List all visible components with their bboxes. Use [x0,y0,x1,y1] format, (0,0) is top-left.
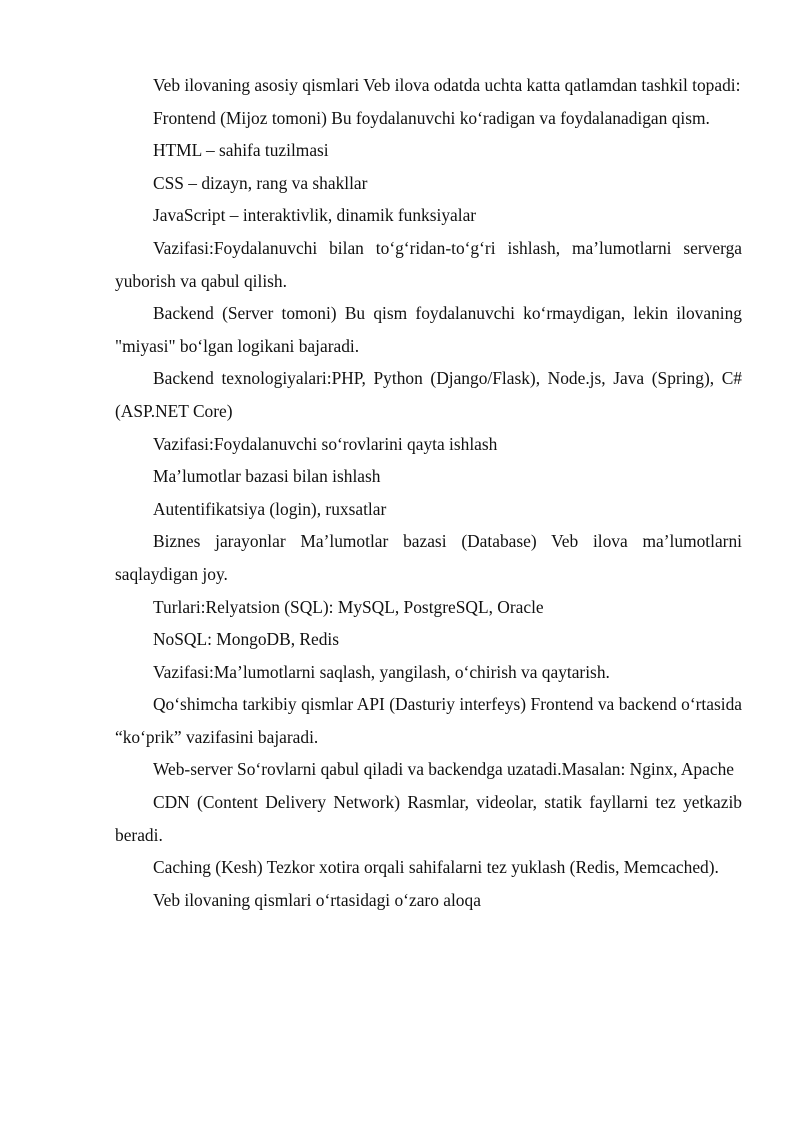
paragraph-frontend: Frontend (Mijoz tomoni) Bu foydalanuvchi ko‘radigan va foydalanadigan qism. [153,107,710,128]
paragraph-cdn: CDN (Content Delivery Network) Rasmlar, videolar, statik fayllarni tez yetkazib beradi. [115,792,742,845]
paragraph-interaction: Veb ilovaning qismlari o‘rtasidagi o‘zaro aloqa [153,889,481,910]
paragraph-sql-types: Turlari:Relyatsion (SQL): MySQL, PostgreSQL, Oracle [153,596,544,617]
paragraph-db-task: Vazifasi:Ma’lumotlarni saqlash, yangilash, o‘chirish va qaytarish. [153,661,610,682]
paragraph-auth: Autentifikatsiya (login), ruxsatlar [153,498,387,519]
document-body [115,69,742,916]
paragraph-caching: Caching (Kesh) Tezkor xotira orqali sahifalarni tez yuklash (Redis, Memcached). [153,857,719,878]
paragraph-css: CSS – dizayn, rang va shakllar [153,172,368,193]
paragraph-nosql: NoSQL: MongoDB, Redis [153,629,339,650]
paragraph-intro: Veb ilovaning asosiy qismlari Veb ilova odatda uchta katta qatlamdan tashkil topadi: [153,75,741,95]
paragraph-backend-tech: Backend texnologiyalari:PHP, Python (Django/Flask), Node.js, Java (Spring), C# (ASP.NET Core) [115,368,742,421]
paragraph-javascript: JavaScript – interaktivlik, dinamik funksiyalar [153,205,477,226]
paragraph-api: Qo‘shimcha tarkibiy qismlar API (Dasturiy interfeys) Frontend va backend o‘rtasida “ko‘prik” vazifasini bajaradi. [115,694,742,747]
paragraph-backend-task: Vazifasi:Foydalanuvchi so‘rovlarini qayta ishlash [153,433,498,454]
paragraph-database: Biznes jarayonlar Ma’lumotlar bazasi (Database) Veb ilova ma’lumotlarni saqlaydigan joy. [115,531,742,584]
paragraph-web-server: Web-server So‘rovlarni qabul qiladi va backendga uzatadi.Masalan: Nginx, Apache [153,759,734,780]
paragraph-html: HTML – sahifa tuzilmasi [153,140,329,161]
paragraph-frontend-task: Vazifasi:Foydalanuvchi bilan to‘g‘ridan-to‘g‘ri ishlash, ma’lumotlarni serverga yuborish va qabul qilish. [115,237,742,291]
paragraph-backend: Backend (Server tomoni) Bu qism foydalanuvchi ko‘rmaydigan, lekin ilovaning "miyasi" bo‘lgan logikani bajaradi. [115,303,742,356]
paragraph-db-work: Ma’lumotlar bazasi bilan ishlash [153,466,381,487]
